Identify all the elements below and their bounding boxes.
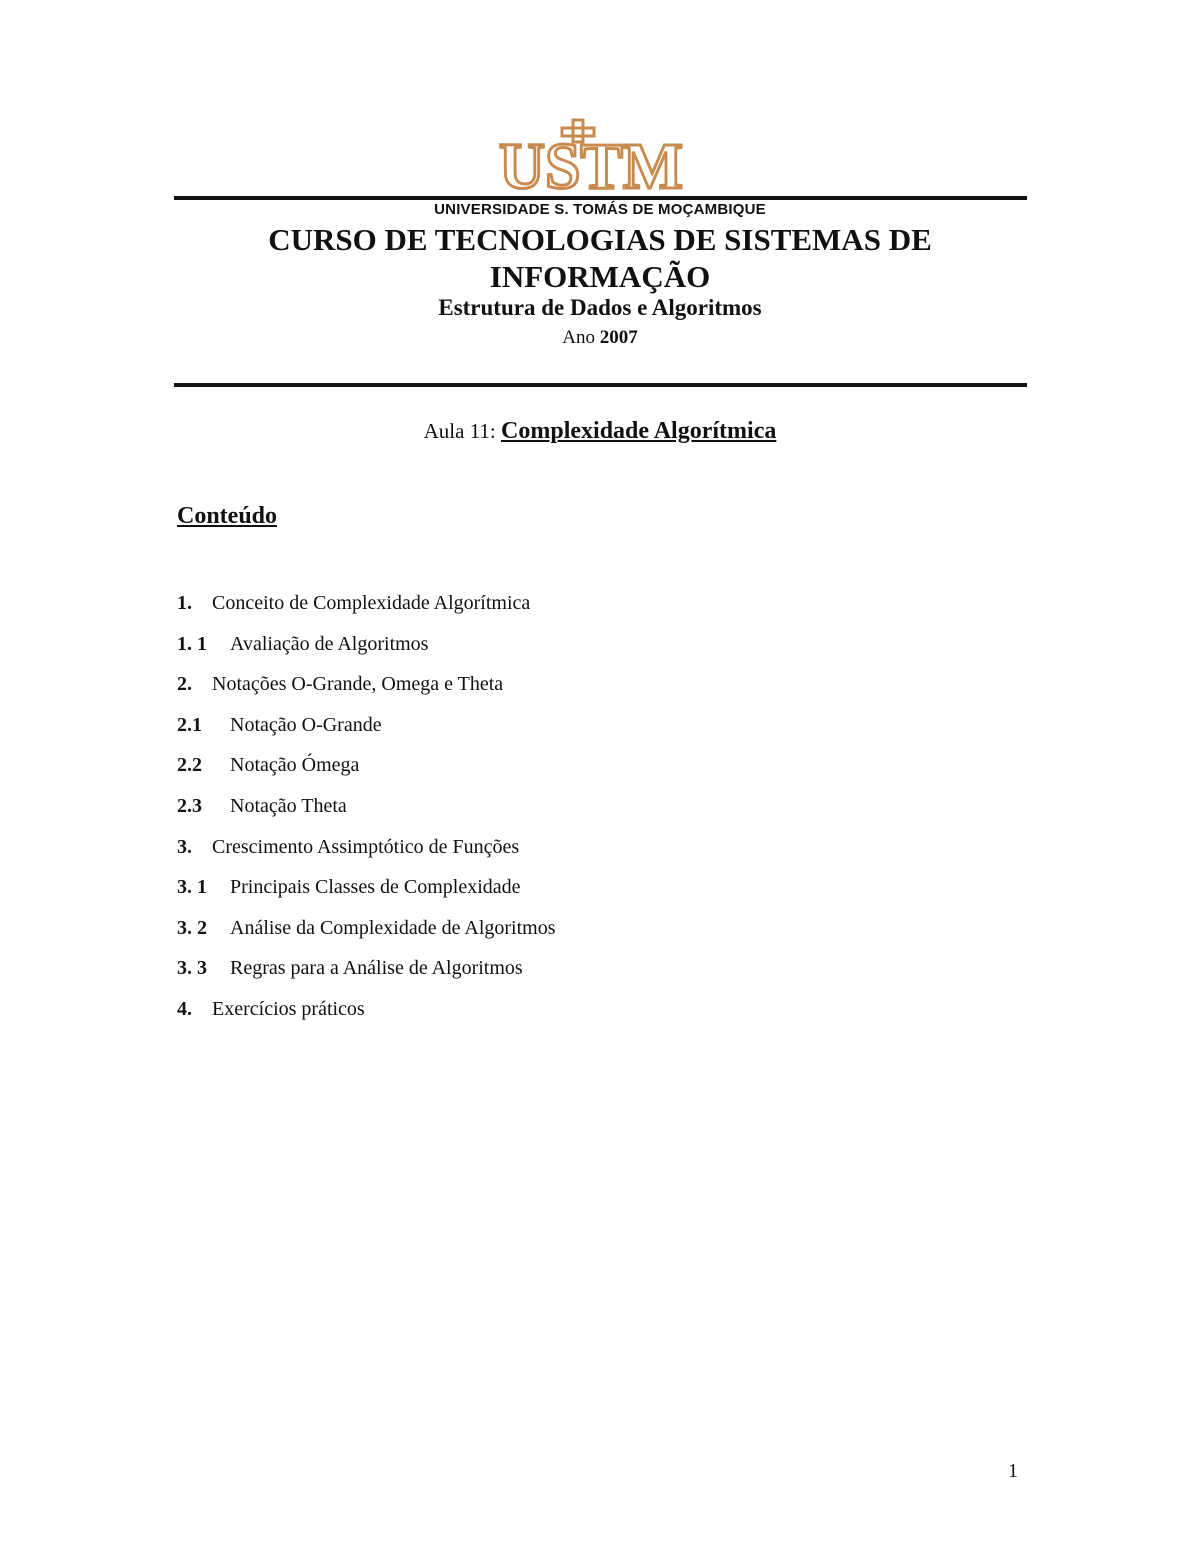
toc-item	[177, 590, 556, 631]
toc-item-number: 2.3	[177, 794, 202, 817]
toc-item-text: Notação Theta	[230, 794, 347, 817]
toc-item-text: Notações O-Grande, Omega e Theta	[212, 673, 504, 696]
toc-item-number: 2.2	[177, 754, 202, 777]
toc-item-text: Conceito de Complexidade Algorítmica	[212, 592, 531, 614]
toc-item-number: 3.	[177, 835, 192, 858]
toc-item-text: Regras para a Análise de Algoritmos	[230, 957, 523, 980]
toc-item	[177, 631, 556, 672]
year-line	[0, 327, 1200, 349]
toc-item-number: 2.1	[177, 713, 202, 736]
toc-item-number: 1.	[177, 592, 192, 614]
toc-item-text: Notação Ómega	[230, 754, 360, 777]
toc-item-number: 4.	[177, 997, 192, 1020]
toc-item	[177, 996, 556, 1037]
toc-item	[177, 671, 556, 712]
toc-item-text: Principais Classes de Complexidade	[230, 876, 521, 899]
toc-item-text: Exercícios práticos	[212, 997, 365, 1020]
year-value: 2007	[599, 327, 638, 348]
subject-title: Estrutura de Dados e Algoritmos	[438, 295, 762, 320]
header-top-rule	[174, 196, 1027, 200]
university-name: UNIVERSIDADE S. TOMÁS DE MOÇAMBIQUE	[434, 201, 766, 218]
toc-item-number: 2.	[177, 673, 192, 696]
toc-item	[177, 834, 556, 875]
toc-item-text: Análise da Complexidade de Algoritmos	[230, 916, 556, 939]
ustm-logo	[496, 118, 686, 194]
lesson-heading	[0, 418, 1200, 445]
toc-item	[177, 915, 556, 956]
year-label: Ano	[562, 327, 595, 348]
toc-item-number: 3. 1	[177, 876, 207, 899]
course-title-line-2: INFORMAÇÃO	[489, 259, 711, 294]
header-bottom-rule	[174, 383, 1027, 387]
contents-heading: Conteúdo	[177, 503, 278, 529]
lesson-title: Complexidade Algorítmica	[501, 418, 777, 444]
toc-item-text: Crescimento Assimptótico de Funções	[212, 835, 520, 858]
svg-text:USTM: USTM	[499, 130, 683, 194]
toc-item	[177, 712, 556, 753]
toc-item-number: 1. 1	[177, 632, 207, 655]
toc-item-text: Avaliação de Algoritmos	[230, 632, 429, 655]
toc-item-number: 3. 2	[177, 916, 207, 939]
toc-item	[177, 752, 556, 793]
toc-item	[177, 874, 556, 915]
lesson-prefix: Aula 11:	[423, 419, 496, 443]
page-number: 1	[1008, 1460, 1018, 1482]
toc-item-text: Notação O-Grande	[230, 713, 382, 736]
toc-item	[177, 955, 556, 996]
course-title-line-1: CURSO DE TECNOLOGIAS DE SISTEMAS DE	[268, 222, 932, 257]
toc-item	[177, 793, 556, 834]
toc-item-number: 3. 3	[177, 957, 207, 980]
table-of-contents	[177, 590, 556, 1037]
course-title	[0, 221, 1200, 295]
